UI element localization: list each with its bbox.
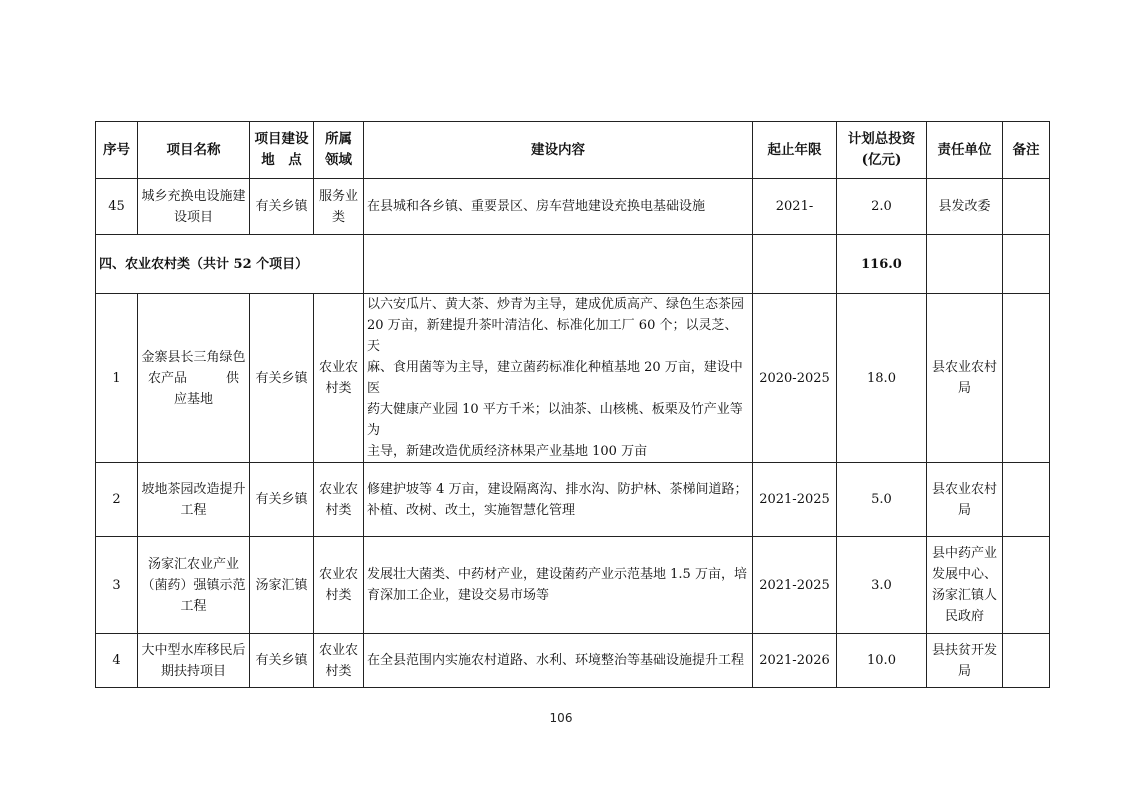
cell-unit: 县农业农村 局 xyxy=(927,294,1003,463)
table-row xyxy=(96,463,1050,537)
header-name: 项目名称 xyxy=(138,122,250,179)
cell-period: 2021-2025 xyxy=(753,537,837,634)
table-row xyxy=(96,179,1050,235)
cell-seq: 1 xyxy=(96,294,138,463)
cell-location: 有关乡镇 xyxy=(250,463,314,537)
cell-investment: 10.0 xyxy=(837,634,927,688)
cell-content: 在县城和各乡镇、重要景区、房车营地建设充换电基础设施 xyxy=(364,179,753,235)
header-investment: 计划总投资 (亿元) xyxy=(837,122,927,179)
cell-investment: 3.0 xyxy=(837,537,927,634)
cell-unit: 县扶贫开发 局 xyxy=(927,634,1003,688)
category-row xyxy=(96,235,1050,294)
cell-name: 坡地茶园改造提升 工程 xyxy=(138,463,250,537)
category-unit-empty xyxy=(927,235,1003,294)
cell-domain: 服务业 类 xyxy=(314,179,364,235)
cell-location: 有关乡镇 xyxy=(250,294,314,463)
cell-period: 2021-2025 xyxy=(753,463,837,537)
cell-name: 城乡充换电设施建 设项目 xyxy=(138,179,250,235)
header-location: 项目建设 地 点 xyxy=(250,122,314,179)
table-row xyxy=(96,634,1050,688)
cell-domain: 农业农 村类 xyxy=(314,294,364,463)
cell-seq: 2 xyxy=(96,463,138,537)
cell-content: 以六安瓜片、黄大茶、炒青为主导，建成优质高产、绿色生态茶园 20 万亩，新建提升茶叶清洁化、标准化加工厂 60 个；以灵芝、天 麻、食用菌等为主导，建立菌药标准化种植基地 20 万亩，建设中医 药大健康产业园 10 平方千米；以油茶、山核桃、板栗及竹产业等为 主导，新建改造优质经济林果产业基地 100 万亩 xyxy=(364,294,753,463)
cell-remark xyxy=(1003,463,1050,537)
cell-domain: 农业农 村类 xyxy=(314,463,364,537)
cell-remark xyxy=(1003,634,1050,688)
header-content: 建设内容 xyxy=(364,122,753,179)
cell-period: 2021-2026 xyxy=(753,634,837,688)
cell-seq: 3 xyxy=(96,537,138,634)
cell-investment: 18.0 xyxy=(837,294,927,463)
category-total: 116.0 xyxy=(837,235,927,294)
table-row xyxy=(96,537,1050,634)
header-domain: 所属 领域 xyxy=(314,122,364,179)
cell-domain: 农业农 村类 xyxy=(314,634,364,688)
cell-content: 修建护坡等 4 万亩，建设隔离沟、排水沟、防护林、茶梯间道路； 补植、改树、改土，实施智慧化管理 xyxy=(364,463,753,537)
header-row xyxy=(96,122,1050,179)
page-number: 106 xyxy=(549,711,573,725)
cell-location: 汤家汇镇 xyxy=(250,537,314,634)
header-period: 起止年限 xyxy=(753,122,837,179)
cell-seq: 45 xyxy=(96,179,138,235)
category-content-empty xyxy=(364,235,753,294)
cell-content: 在全县范围内实施农村道路、水利、环境整治等基础设施提升工程 xyxy=(364,634,753,688)
cell-period: 2021- xyxy=(753,179,837,235)
category-period-empty xyxy=(753,235,837,294)
cell-name: 大中型水库移民后 期扶持项目 xyxy=(138,634,250,688)
cell-content: 发展壮大菌类、中药材产业，建设菌药产业示范基地 1.5 万亩，培 育深加工企业，建设交易市场等 xyxy=(364,537,753,634)
project-table xyxy=(95,121,1050,688)
cell-period: 2020-2025 xyxy=(753,294,837,463)
cell-name: 汤家汇农业产业 （菌药）强镇示范 工程 xyxy=(138,537,250,634)
cell-seq: 4 xyxy=(96,634,138,688)
table-row xyxy=(96,294,1050,463)
header-seq: 序号 xyxy=(96,122,138,179)
cell-unit: 县发改委 xyxy=(927,179,1003,235)
cell-remark xyxy=(1003,537,1050,634)
header-responsible-unit: 责任单位 xyxy=(927,122,1003,179)
cell-remark xyxy=(1003,294,1050,463)
cell-investment: 2.0 xyxy=(837,179,927,235)
category-remark-empty xyxy=(1003,235,1050,294)
cell-remark xyxy=(1003,179,1050,235)
cell-domain: 农业农 村类 xyxy=(314,537,364,634)
cell-investment: 5.0 xyxy=(837,463,927,537)
cell-unit: 县中药产业 发展中心、 汤家汇镇人 民政府 xyxy=(927,537,1003,634)
header-remark: 备注 xyxy=(1003,122,1050,179)
cell-location: 有关乡镇 xyxy=(250,179,314,235)
category-label: 四、农业农村类（共计 52 个项目） xyxy=(96,235,364,294)
cell-name: 金寨县长三角绿色 农产品 供 应基地 xyxy=(138,294,250,463)
cell-location: 有关乡镇 xyxy=(250,634,314,688)
cell-unit: 县农业农村 局 xyxy=(927,463,1003,537)
